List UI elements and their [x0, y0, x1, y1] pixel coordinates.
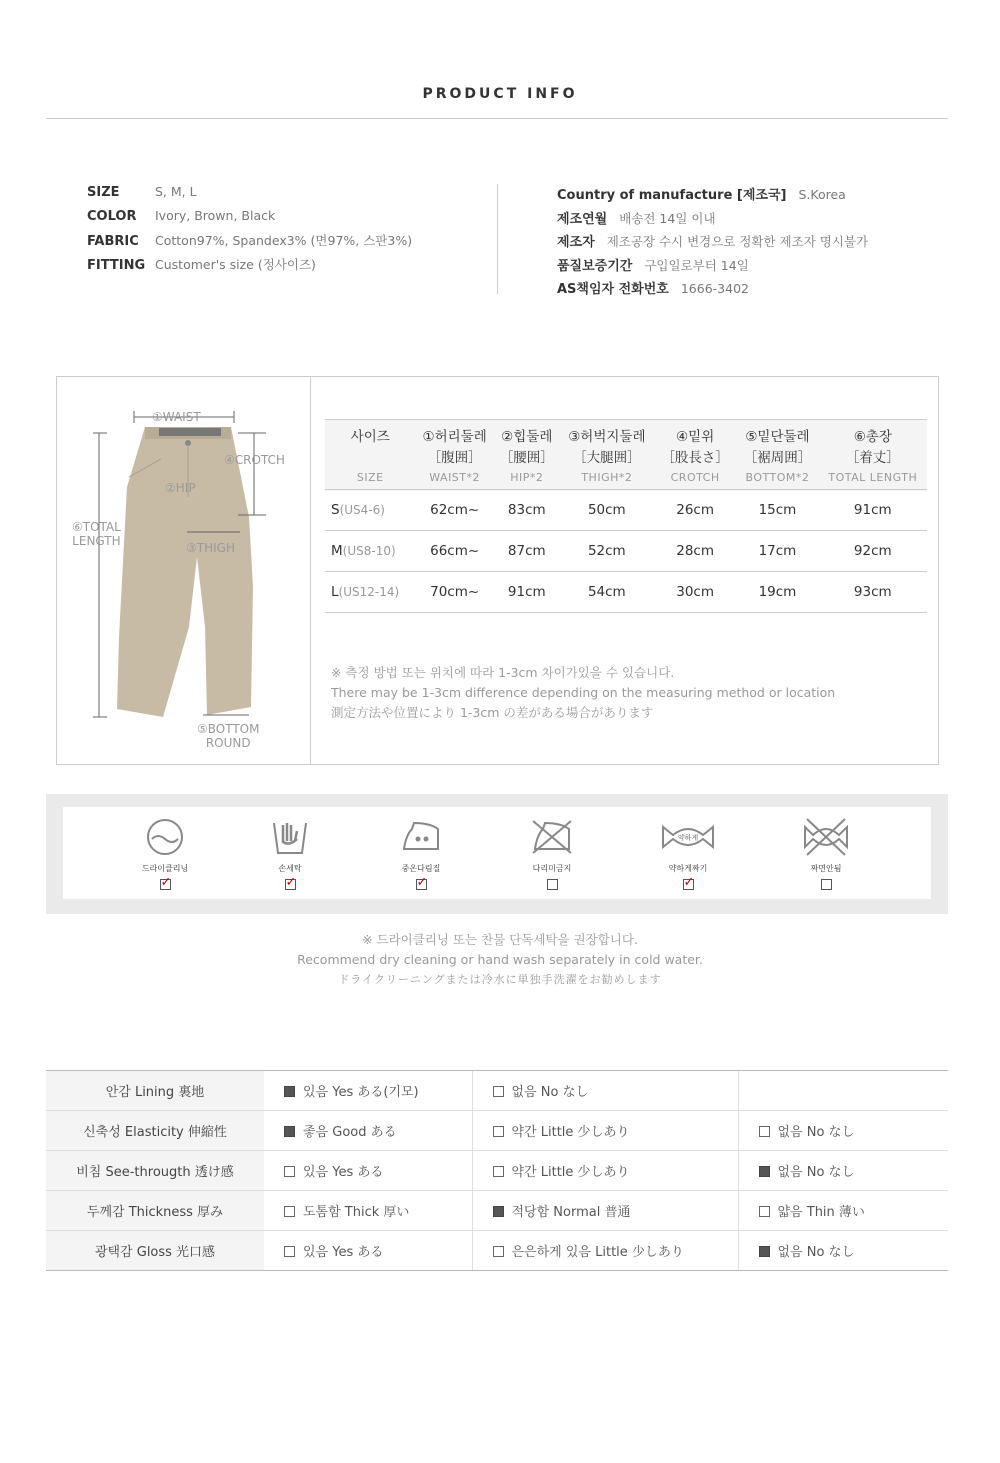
hand-wash-icon: [269, 817, 311, 857]
header-total: ⑥총장: [853, 429, 892, 445]
size-chart-box: [56, 376, 939, 765]
table-row: [46, 1231, 948, 1271]
info-key: Country of manufacture [제조국]: [557, 188, 787, 203]
care-label: 약하게짜기: [668, 864, 708, 873]
property-label: 안감 Lining 裏地: [46, 1071, 264, 1111]
care-checkbox: [683, 879, 694, 890]
option-checkbox: [284, 1206, 295, 1217]
property-label: 두께감 Thickness 厚み: [46, 1191, 264, 1231]
spec-row-size: [87, 184, 412, 208]
total-length-label: ⑥TOTAL LENGTH: [72, 520, 121, 548]
hip-label: ②HIP: [165, 481, 196, 495]
wash-note-en: Recommend dry cleaning or hand wash separately in cold water.: [297, 952, 703, 967]
header-jp: ［裾周囲］: [743, 450, 812, 466]
spec-value: S, M, L: [155, 184, 197, 199]
us-size: (US4-6): [339, 502, 385, 517]
wash-recommendation: [0, 930, 1000, 990]
info-value: 1666-3402: [680, 281, 749, 296]
no-iron-icon: [531, 817, 573, 857]
note-en: There may be 1-3cm difference depending on the measuring method or location: [331, 685, 836, 700]
measurement-notes: [331, 663, 835, 723]
header-jp: ［股長さ］: [661, 450, 729, 466]
info-divider: [497, 184, 498, 294]
info-key: 품질보증기간: [557, 258, 633, 274]
value-cell: 62cm~: [415, 489, 493, 530]
property-option: [264, 1231, 472, 1271]
size-letter: M: [331, 542, 343, 559]
size-letter: S: [331, 501, 340, 518]
value-cell: 30cm: [654, 571, 736, 612]
care-label: 다리미금지: [532, 864, 572, 873]
option-text: 적당함 Normal 普通: [511, 1205, 631, 1220]
care-checkbox: [285, 879, 296, 890]
header-en: TOTAL LENGTH: [828, 471, 918, 485]
value-cell: 70cm~: [415, 571, 493, 612]
care-item-hand-wash: [250, 817, 330, 894]
care-item-no-wring: [786, 817, 866, 894]
info-row-maker: [557, 231, 868, 255]
property-option: [472, 1151, 738, 1191]
header-hip: ②힙둘레: [501, 429, 553, 445]
no-wring-icon: [801, 817, 851, 857]
info-row-date: [557, 208, 868, 232]
option-checkbox: [759, 1206, 770, 1217]
header-waist: ①허리둘레: [422, 429, 487, 445]
property-option: [264, 1191, 472, 1231]
spec-key: FABRIC: [87, 234, 139, 249]
header-en: WAIST*2: [429, 471, 481, 485]
care-item-no-iron: [512, 817, 592, 894]
value-cell: 54cm: [560, 571, 654, 612]
note-jp: 測定方法や位置により 1-3cm の差がある場合があります: [331, 705, 654, 720]
title-divider: [46, 118, 948, 119]
table-row: [46, 1071, 948, 1111]
option-checkbox: [284, 1086, 295, 1097]
option-checkbox: [284, 1126, 295, 1137]
option-text: 없음 No なし: [777, 1165, 855, 1180]
table-row: [325, 530, 927, 571]
care-label: 중온다림질: [401, 864, 441, 873]
table-row: [46, 1191, 948, 1231]
pants-illustration: [57, 377, 311, 764]
property-option: [472, 1111, 738, 1151]
crotch-label: ④CROTCH: [224, 453, 285, 467]
size-cell: [325, 530, 415, 571]
option-checkbox: [493, 1126, 504, 1137]
care-checkbox: [416, 879, 427, 890]
size-table: [325, 419, 927, 613]
property-option: [472, 1231, 738, 1271]
value-cell: 91cm: [494, 571, 560, 612]
option-checkbox: [493, 1206, 504, 1217]
spec-row-fabric: [87, 231, 412, 255]
header-jp: ［腰囲］: [499, 450, 554, 466]
care-checkbox: [821, 879, 832, 890]
info-value: S.Korea: [798, 187, 846, 202]
value-cell: 87cm: [494, 530, 560, 571]
option-text: 좋음 Good ある: [303, 1125, 397, 1140]
option-text: 얇음 Thin 薄い: [777, 1205, 865, 1220]
property-option: [472, 1071, 738, 1111]
care-instructions-panel: [46, 794, 948, 914]
spec-value: Ivory, Brown, Black: [155, 207, 276, 223]
option-text: 있음 Yes ある(기모): [303, 1085, 419, 1100]
property-label: 비침 See-througth 透け感: [46, 1151, 264, 1191]
info-value: 배송전 14일 이내: [619, 210, 716, 226]
option-text: 약간 Little 少しあり: [511, 1125, 630, 1140]
care-label: 손세탁: [278, 864, 302, 873]
size-table-header-en: [325, 467, 927, 489]
info-key: 제조연월: [557, 211, 608, 227]
manufacture-info-list: [557, 184, 868, 302]
header-en: BOTTOM*2: [745, 471, 810, 485]
info-value: 구입일로부터 14일: [644, 257, 749, 273]
property-option: [264, 1071, 472, 1111]
note-ko: ※ 측정 방법 또는 위치에 따라 1-3cm 차이가있을 수 있습니다.: [331, 665, 675, 680]
value-cell: 91cm: [819, 489, 927, 530]
option-text: 없음 No なし: [511, 1085, 589, 1100]
thigh-label: ③THIGH: [186, 541, 235, 555]
fabric-properties-table: [46, 1070, 948, 1271]
property-option: [738, 1231, 948, 1271]
value-cell: 92cm: [819, 530, 927, 571]
wash-note-ko: ※ 드라이클리닝 또는 찬물 단독세탁을 권장합니다.: [362, 932, 638, 947]
value-cell: 17cm: [736, 530, 818, 571]
option-text: 없음 No なし: [777, 1125, 855, 1140]
header-en: CROTCH: [670, 471, 720, 485]
property-label: 광택감 Gloss 光口感: [46, 1231, 264, 1271]
header-bottom: ⑤밑단둘레: [745, 429, 810, 445]
table-row: [325, 571, 927, 612]
info-row-country: [557, 184, 868, 208]
gentle-wring-icon: [659, 817, 717, 857]
care-checkbox: [160, 879, 171, 890]
size-letter: L: [331, 583, 339, 600]
page-title: PRODUCT INFO: [422, 86, 578, 102]
value-cell: 26cm: [654, 489, 736, 530]
option-text: 있음 Yes ある: [303, 1165, 384, 1180]
care-label: 드라이클리닝: [141, 864, 189, 873]
option-checkbox: [493, 1086, 504, 1097]
care-item-dry-clean: [125, 817, 205, 894]
table-row: [46, 1151, 948, 1191]
bottom-round-label: ⑤BOTTOM ROUND: [197, 722, 260, 750]
care-checkbox: [547, 879, 558, 890]
header-en: HIP*2: [510, 471, 544, 485]
value-cell: 93cm: [819, 571, 927, 612]
option-checkbox: [759, 1246, 770, 1257]
property-option: [738, 1151, 948, 1191]
option-checkbox: [759, 1166, 770, 1177]
header-size: 사이즈: [350, 429, 390, 445]
waist-label: ①WAIST: [152, 410, 201, 424]
gentle-wring-text: 약하게: [677, 834, 699, 842]
header-en: THIGH*2: [581, 471, 633, 485]
care-item-gentle-wring: [648, 817, 728, 894]
header-thigh: ③허벅지둘레: [568, 429, 646, 445]
care-item-iron: [381, 817, 461, 894]
spec-key: COLOR: [87, 208, 137, 224]
size-table-header: [325, 419, 927, 445]
iron-medium-icon: [400, 817, 442, 857]
option-checkbox: [284, 1166, 295, 1177]
option-text: 없음 No なし: [777, 1245, 855, 1260]
value-cell: 19cm: [736, 571, 818, 612]
property-label: 신축성 Elasticity 伸縮性: [46, 1111, 264, 1151]
info-key: 제조자: [557, 235, 595, 250]
header-jp: ［着丈］: [845, 450, 900, 466]
option-checkbox: [284, 1246, 295, 1257]
wash-note-jp: ドライクリーニングまたは冷水に単独手洗濯をお勧めします: [338, 973, 662, 986]
info-value: 제조공장 수시 변경으로 정확한 제조자 명시불가: [606, 234, 869, 249]
info-key: AS책임자 전화번호: [557, 282, 669, 297]
option-checkbox: [493, 1166, 504, 1177]
us-size: (US12-14): [338, 584, 400, 599]
product-spec-list: [87, 184, 412, 278]
spec-value: Customer's size (정사이즈): [155, 256, 316, 272]
size-table-header-jp: [325, 445, 927, 467]
care-label: 짜면안됨: [810, 864, 842, 873]
option-checkbox: [493, 1246, 504, 1257]
header-jp: [325, 445, 415, 467]
table-row: [46, 1111, 948, 1151]
header-en: SIZE: [356, 471, 384, 485]
value-cell: 83cm: [494, 489, 560, 530]
option-text: 은은하게 있음 Little 少しあり: [511, 1245, 684, 1260]
property-option: [264, 1151, 472, 1191]
value-cell: 66cm~: [415, 530, 493, 571]
option-text: 도톰함 Thick 厚い: [303, 1205, 410, 1220]
option-checkbox: [759, 1126, 770, 1137]
property-option-empty: [738, 1071, 948, 1111]
spec-value: Cotton97%, Spandex3% (면97%, 스판3%): [155, 233, 413, 248]
table-row: [325, 489, 927, 530]
option-text: 약간 Little 少しあり: [511, 1165, 630, 1180]
header-crotch: ④밑위: [676, 429, 715, 445]
property-option: [738, 1111, 948, 1151]
value-cell: 28cm: [654, 530, 736, 571]
measurement-diagram: [57, 377, 311, 764]
header-jp: ［腹囲］: [427, 450, 482, 466]
info-row-warranty: [557, 255, 868, 279]
spec-row-color: [87, 208, 412, 232]
size-cell: [325, 489, 415, 530]
property-option: [264, 1111, 472, 1151]
size-cell: [325, 571, 415, 612]
value-cell: 15cm: [736, 489, 818, 530]
dry-clean-icon: [144, 817, 186, 857]
spec-key: SIZE: [87, 185, 120, 200]
option-text: 있음 Yes ある: [303, 1245, 384, 1260]
property-option: [738, 1191, 948, 1231]
care-icons-row: [63, 807, 931, 899]
header-jp: ［大腿囲］: [573, 450, 641, 466]
value-cell: 52cm: [560, 530, 654, 571]
spec-row-fitting: [87, 255, 412, 279]
info-row-as-phone: [557, 278, 868, 302]
value-cell: 50cm: [560, 489, 654, 530]
spec-key: FITTING: [87, 257, 146, 273]
us-size: (US8-10): [342, 543, 396, 558]
property-option: [472, 1191, 738, 1231]
